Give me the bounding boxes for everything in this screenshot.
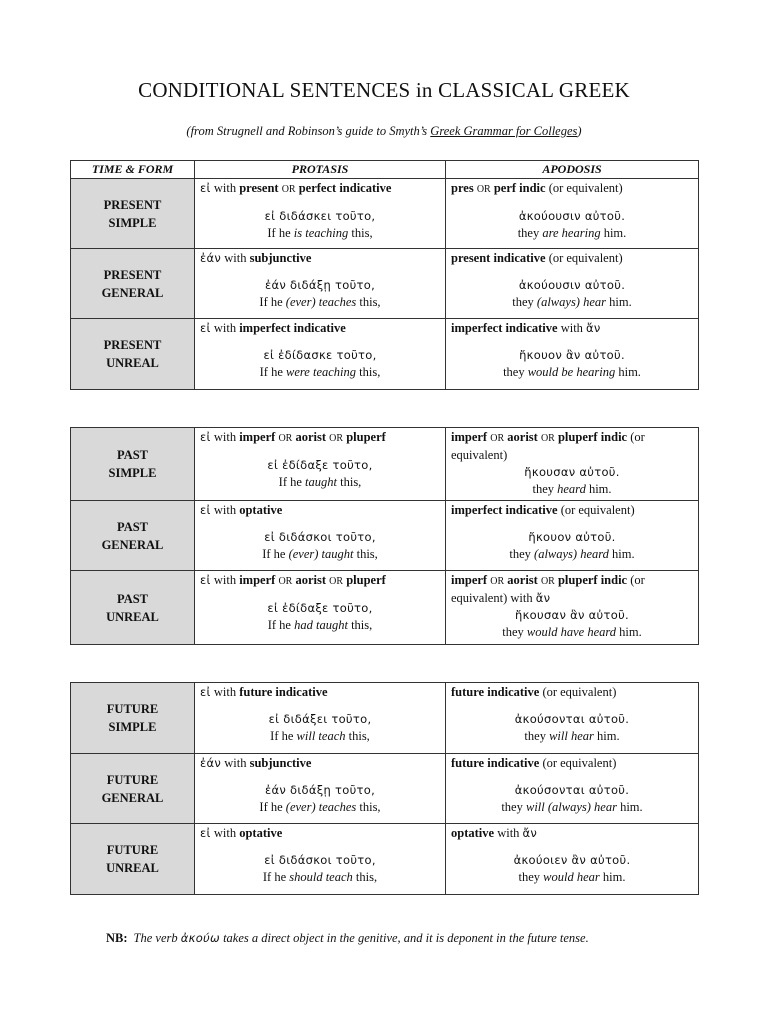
protasis-cell: εἰ with imperf OR aorist OR pluperf εἰ ἐδίδαξε τοῦτο, If he taught this, xyxy=(195,428,446,501)
row-present-unreal xyxy=(71,319,699,390)
row-label: FUTURE GENERAL xyxy=(71,754,195,824)
greek-example: ἀκούσονται αὐτοῦ. xyxy=(514,712,630,726)
header-protasis: PROTASIS xyxy=(195,161,446,179)
greek-example: ἀκούοιεν ἂν αὐτοῦ. xyxy=(513,853,631,867)
apodosis-cell: imperf OR aorist OR pluperf indic (or equivalent) ἤκουσαν αὐτοῦ. they heard him. xyxy=(446,428,699,501)
apodosis-cell: present indicative (or equivalent) ἀκούουσιν αὐτοῦ. they (always) hear him. xyxy=(446,249,699,319)
row-label: PRESENT GENERAL xyxy=(71,249,195,319)
row-future-general xyxy=(71,754,699,824)
row-present-general xyxy=(71,249,699,319)
greek-example: ἤκουσαν ἂν αὐτοῦ. xyxy=(515,608,629,622)
header-apodosis: APODOSIS xyxy=(446,161,699,179)
row-past-unreal xyxy=(71,571,699,645)
apodosis-cell: future indicative (or equivalent) ἀκούσονται αὐτοῦ. they will (always) hear him. xyxy=(446,754,699,824)
greek-example: εἰ διδάσκοι τοῦτο, xyxy=(264,530,376,544)
english-translation: If he (ever) teaches this, xyxy=(259,800,381,814)
greek-example: εἰ διδάσκει τοῦτο, xyxy=(264,209,376,223)
greek-example: εἰ διδάσκοι τοῦτο, xyxy=(264,853,376,867)
book-title: Greek Grammar for Colleges xyxy=(430,124,578,138)
english-translation: they are hearing him. xyxy=(517,226,627,240)
greek-example: ἤκουσαν αὐτοῦ. xyxy=(524,465,620,479)
english-translation: If he will teach this, xyxy=(270,729,370,743)
english-translation: If he were teaching this, xyxy=(259,365,381,379)
apodosis-cell: future indicative (or equivalent) ἀκούσονται αὐτοῦ. they will hear him. xyxy=(446,683,699,754)
page-subtitle: (from Strugnell and Robinson’s guide to Smyth’s Greek Grammar for Colleges) xyxy=(186,124,582,138)
footnote-label: NB: xyxy=(106,931,128,945)
english-translation: they heard him. xyxy=(532,482,612,496)
english-translation: they (always) hear him. xyxy=(512,295,632,309)
table-header-row xyxy=(71,161,699,179)
row-label: PRESENT UNREAL xyxy=(71,319,195,390)
row-future-simple xyxy=(71,683,699,754)
english-translation: If he had taught this, xyxy=(267,618,373,632)
apodosis-cell: imperfect indicative (or equivalent) ἤκουον αὐτοῦ. they (always) heard him. xyxy=(446,501,699,571)
greek-example: ἀκούουσιν αὐτοῦ. xyxy=(518,209,626,223)
greek-example: ἤκουον αὐτοῦ. xyxy=(528,530,616,544)
protasis-cell: ἐάν with subjunctive ἐάν διδάξῃ τοῦτο, If he (ever) teaches this, xyxy=(195,249,446,319)
row-past-simple xyxy=(71,428,699,501)
page-title: CONDITIONAL SENTENCES in CLASSICAL GREEK xyxy=(138,78,630,102)
past-conditions-table xyxy=(70,427,699,645)
row-label: PAST UNREAL xyxy=(71,571,195,645)
row-label: FUTURE UNREAL xyxy=(71,824,195,895)
row-future-unreal xyxy=(71,824,699,895)
apodosis-cell: pres OR perf indic (or equivalent) ἀκούουσιν αὐτοῦ. they are hearing him. xyxy=(446,179,699,249)
greek-example: εἰ ἐδίδαξε τοῦτο, xyxy=(267,601,373,615)
protasis-cell: εἰ with present OR perfect indicative εἰ διδάσκει τοῦτο, If he is teaching this, xyxy=(195,179,446,249)
row-label: PAST GENERAL xyxy=(71,501,195,571)
future-conditions-table xyxy=(70,682,699,895)
greek-example: εἰ ἐδίδασκε τοῦτο, xyxy=(263,348,377,362)
english-translation: If he (ever) teaches this, xyxy=(259,295,381,309)
english-translation: they would have heard him. xyxy=(502,625,642,639)
english-translation: they (always) heard him. xyxy=(509,547,635,561)
row-label: FUTURE SIMPLE xyxy=(71,683,195,754)
greek-example: ἀκούσονται αὐτοῦ. xyxy=(514,783,630,797)
greek-example: ἀκούουσιν αὐτοῦ. xyxy=(518,278,626,292)
row-present-simple xyxy=(71,179,699,249)
header-time-form: TIME & FORM xyxy=(71,161,195,179)
protasis-cell: εἰ with future indicative εἰ διδάξει τοῦτο, If he will teach this, xyxy=(195,683,446,754)
greek-example: ἤκουον ἂν αὐτοῦ. xyxy=(519,348,625,362)
row-label: PAST SIMPLE xyxy=(71,428,195,501)
protasis-cell: εἰ with imperfect indicative εἰ ἐδίδασκε τοῦτο, If he were teaching this, xyxy=(195,319,446,390)
english-translation: they would hear him. xyxy=(518,870,626,884)
apodosis-cell: imperf OR aorist OR pluperf indic (or equivalent) with ἄν ἤκουσαν ἂν αὐτοῦ. they would have heard him. xyxy=(446,571,699,645)
protasis-cell: εἰ with imperf OR aorist OR pluperf εἰ ἐδίδαξε τοῦτο, If he had taught this, xyxy=(195,571,446,645)
greek-example: εἰ ἐδίδαξε τοῦτο, xyxy=(267,458,373,472)
protasis-cell: εἰ with optative εἰ διδάσκοι τοῦτο, If he (ever) taught this, xyxy=(195,501,446,571)
greek-example: ἐάν διδάξῃ τοῦτο, xyxy=(264,278,376,292)
apodosis-cell: imperfect indicative with ἄν ἤκουον ἂν αὐτοῦ. they would be hearing him. xyxy=(446,319,699,390)
english-translation: If he should teach this, xyxy=(262,870,378,884)
protasis-cell: εἰ with optative εἰ διδάσκοι τοῦτο, If he should teach this, xyxy=(195,824,446,895)
greek-verb: ἀκούω xyxy=(180,931,220,945)
row-label: PRESENT SIMPLE xyxy=(71,179,195,249)
english-translation: If he taught this, xyxy=(278,475,362,489)
present-conditions-table xyxy=(70,160,699,390)
footnote: NB: The verb ἀκούω takes a direct object in the genitive, and it is deponent in the future tense. xyxy=(106,931,589,945)
english-translation: they would be hearing him. xyxy=(503,365,641,379)
english-translation: they will (always) hear him. xyxy=(501,800,643,814)
greek-example: ἐάν διδάξῃ τοῦτο, xyxy=(264,783,376,797)
english-translation: If he is teaching this, xyxy=(267,226,373,240)
english-translation: they will hear him. xyxy=(524,729,620,743)
protasis-cell: ἐάν with subjunctive ἐάν διδάξῃ τοῦτο, If he (ever) teaches this, xyxy=(195,754,446,824)
greek-example: εἰ διδάξει τοῦτο, xyxy=(268,712,372,726)
row-past-general xyxy=(71,501,699,571)
apodosis-cell: optative with ἄν ἀκούοιεν ἂν αὐτοῦ. they would hear him. xyxy=(446,824,699,895)
english-translation: If he (ever) taught this, xyxy=(262,547,378,561)
